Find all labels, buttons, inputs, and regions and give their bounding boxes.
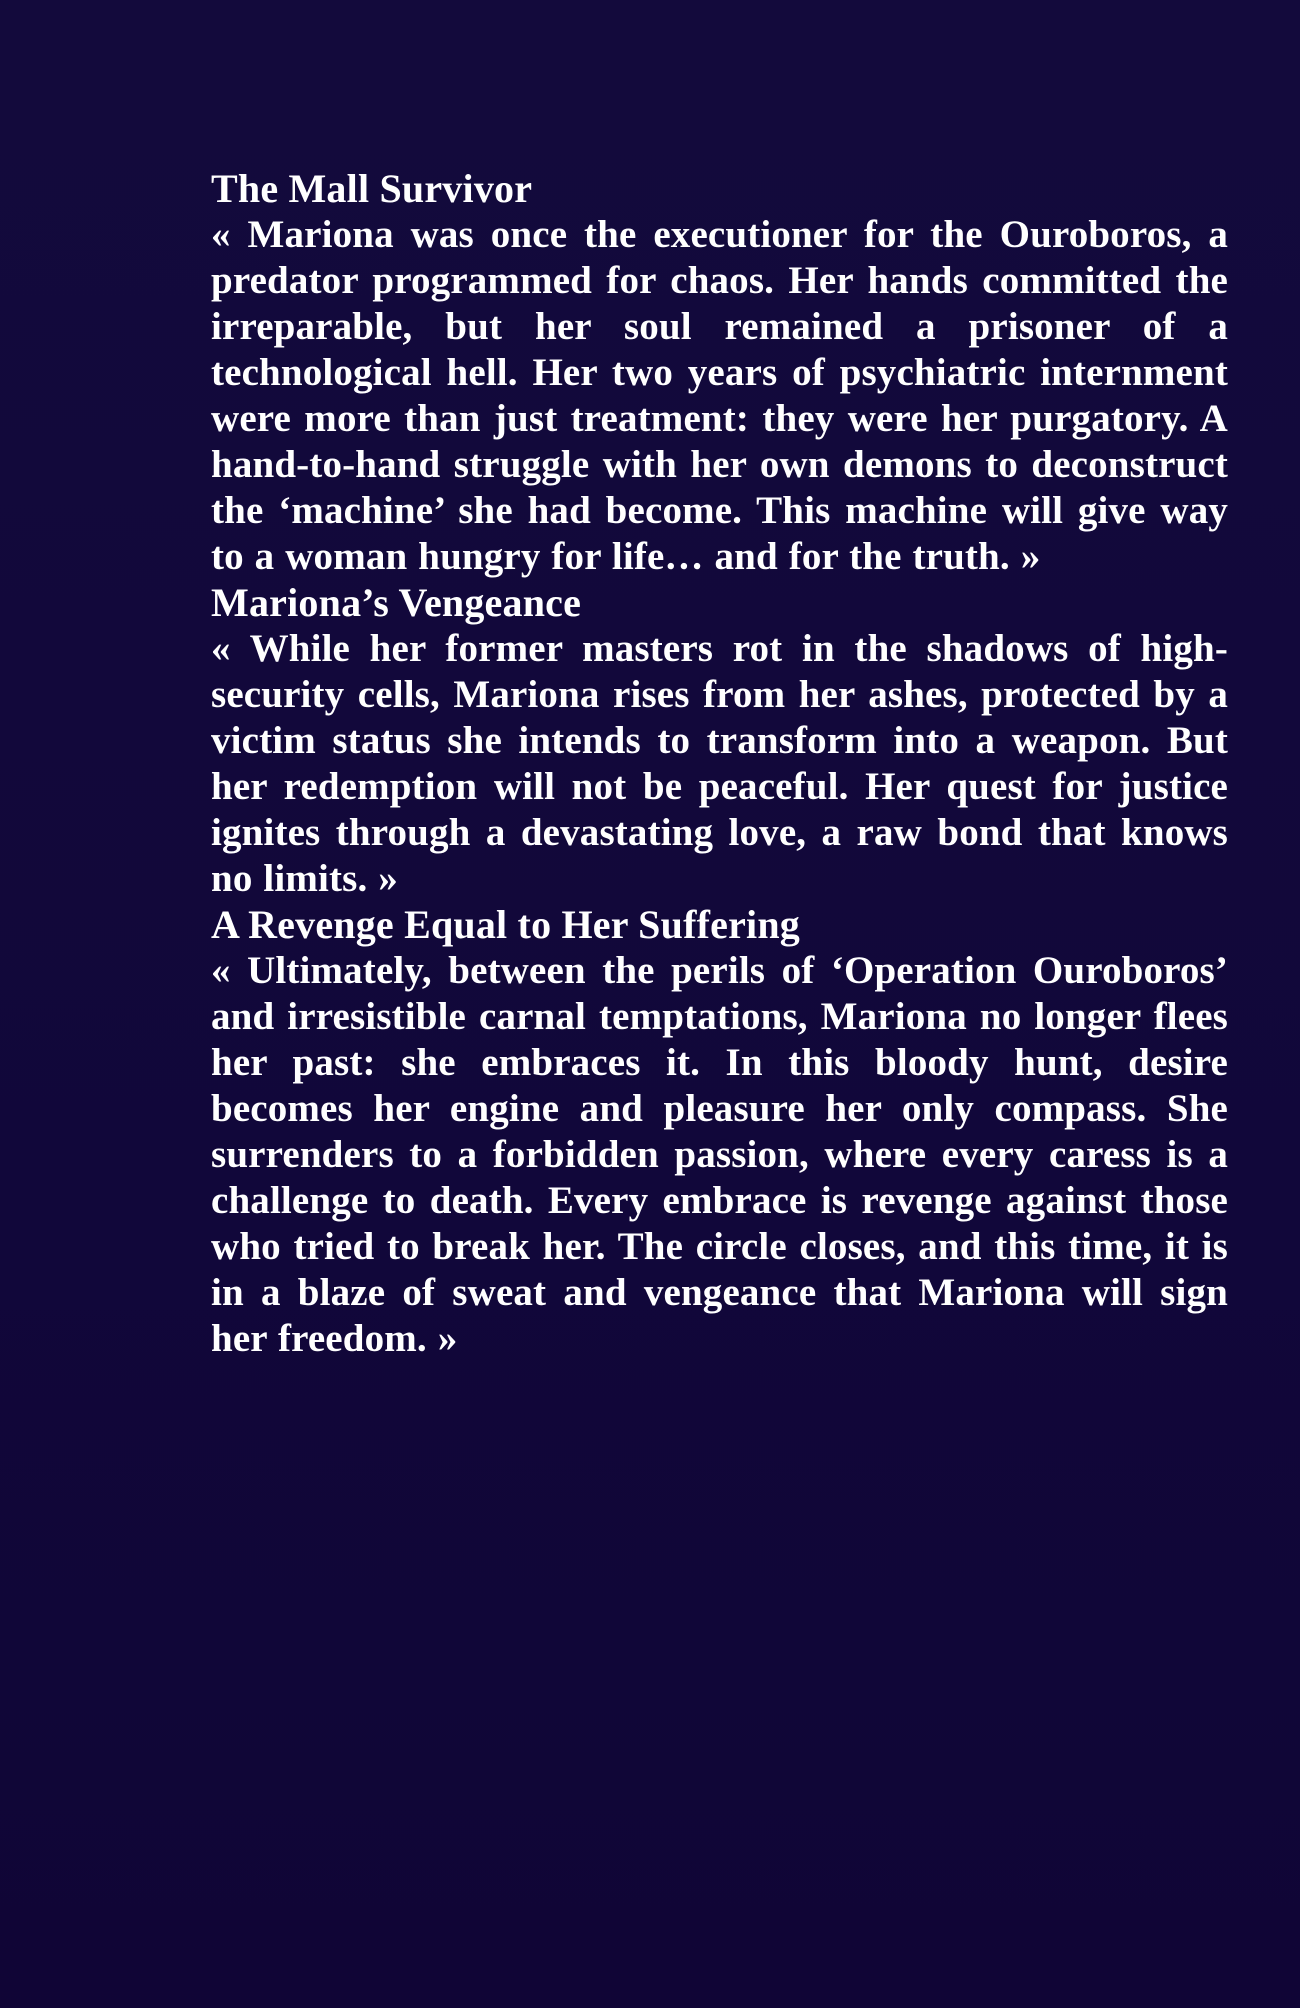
section-body-revenge-equal: « Ultimately, between the perils of ‘Operation Ouroboros’ and irresistible carnal temptations, Mariona no longer flees her past: she embraces it. In this bloody hunt, desire becomes her engine and pleasure her only compass. She surrenders to a forbidden passion, where every caress is a challenge to death. Every embrace is revenge against those who tried to break her. The circle closes, and this time, it is in a blaze of sweat and vengeance that Mariona will sign her freedom. »: [211, 949, 1228, 1360]
synopsis-text-block: [211, 166, 1228, 1362]
section-body-marionas-vengeance: « While her former masters rot in the shadows of high-security cells, Mariona rises from her ashes, protected by a victim status she intends to transform into a weapon. But her redemption will not be peaceful. Her quest for justice ignites through a devastating love, a raw bond that knows no limits. »: [211, 627, 1228, 900]
section-heading-mall-survivor: The Mall Survivor: [211, 166, 533, 211]
section-heading-revenge-equal: A Revenge Equal to Her Suffering: [211, 902, 800, 947]
section-body-mall-survivor: « Mariona was once the executioner for the Ouroboros, a predator programmed for chaos. Her hands committed the irreparable, but her soul remained a prisoner of a technological hell. Her two years of psychiatric internment were more than just treatment: they were her purgatory. A hand-to-hand struggle with her own demons to deconstruct the ‘machine’ she had become. This machine will give way to a woman hungry for life… and for the truth. »: [211, 213, 1228, 578]
section-heading-marionas-vengeance: Mariona’s Vengeance: [211, 580, 582, 625]
